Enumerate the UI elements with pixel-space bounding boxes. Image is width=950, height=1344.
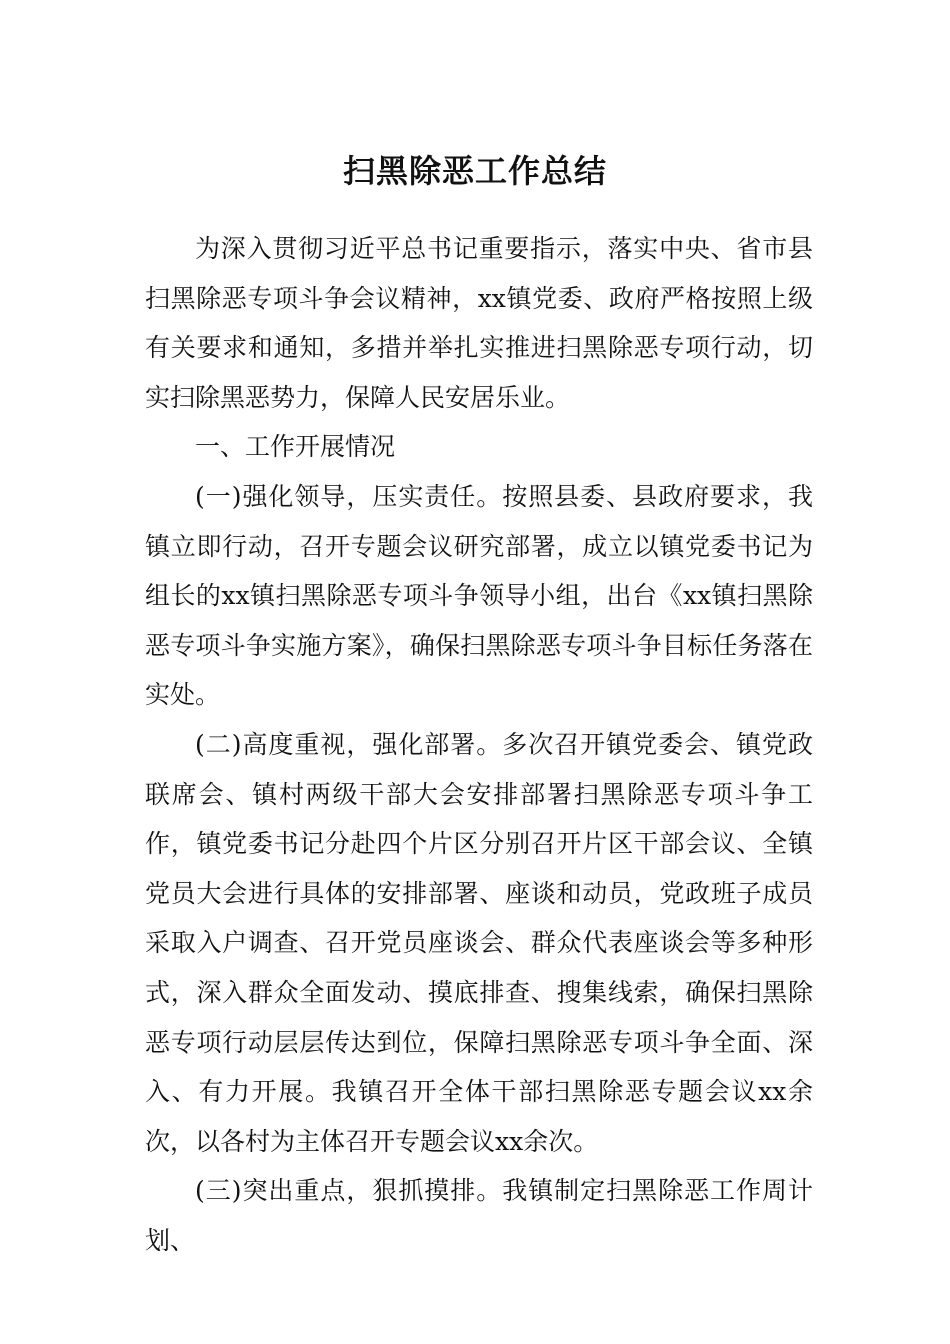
document-title: 扫黑除恶工作总结 <box>342 152 607 191</box>
document-body <box>145 224 813 1265</box>
paragraph-leadership: (一)强化领导，压实责任。按照县委、县政府要求，我镇立即行动，召开专题会议研究部署，成立以镇党委书记为组长的xx镇扫黑除恶专项斗争领导小组，出台《xx镇扫黑除恶专项斗争实施方案》，确保扫黑除恶专项斗争目标任务落在实处。 <box>145 481 813 710</box>
paragraph-deployment: (二)高度重视，强化部署。多次召开镇党委会、镇党政联席会、镇村两级干部大会安排部署扫黑除恶专项斗争工作，镇党委书记分赴四个片区分别召开片区干部会议、全镇党员大会进行具体的安排部署、座谈和动员，党政班子成员采取入户调查、召开党员座谈会、群众代表座谈会等多种形式，深入群众全面发动、摸底排查、搜集线索，确保扫黑除恶专项行动层层传达到位，保障扫黑除恶专项斗争全面、深入、有力开展。我镇召开全体干部扫黑除恶专题会议xx余次，以各村为主体召开专题会议xx余次。 <box>145 729 813 1156</box>
section-heading-work-status: 一、工作开展情况 <box>195 432 396 462</box>
paragraph-key-points: (三)突出重点，狠抓摸排。我镇制定扫黑除恶工作周计划、 <box>145 1176 813 1255</box>
paragraph-intro: 为深入贯彻习近平总书记重要指示，落实中央、省市县扫黑除恶专项斗争会议精神，xx镇党委、政府严格按照上级有关要求和通知，多措并举扎实推进扫黑除恶专项行动，切实扫除黑恶势力，保障人民安居乐业。 <box>145 234 813 412</box>
